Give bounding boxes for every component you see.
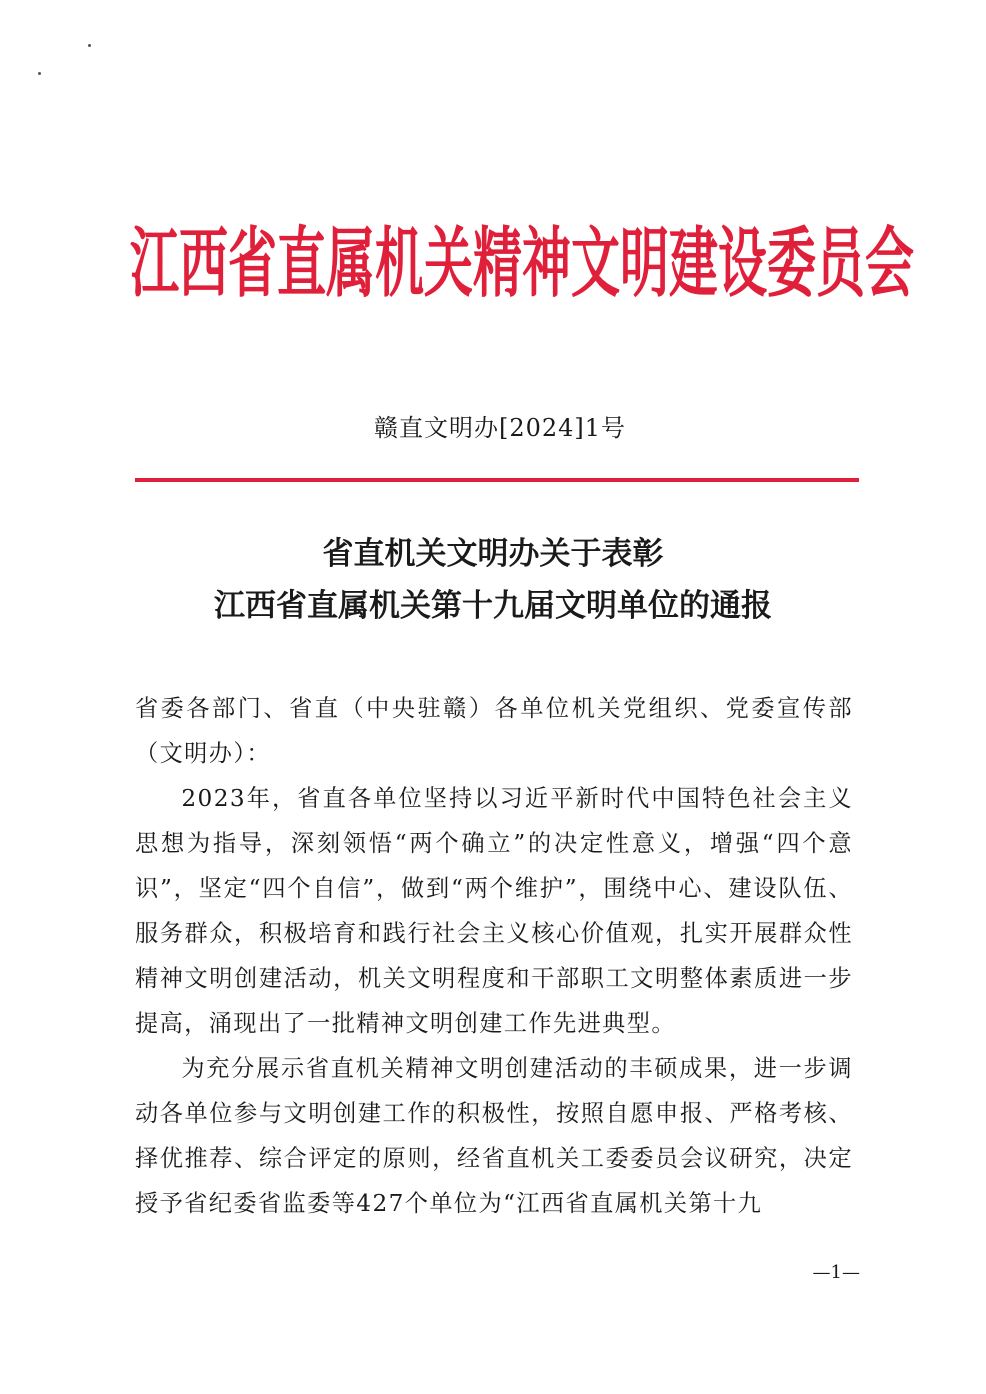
issuing-organization-header: 江西省直属机关精神文明建设委员会 (130, 218, 915, 308)
red-divider-line (135, 478, 859, 482)
body-paragraph: 2023年，省直各单位坚持以习近平新时代中国特色社会主义思想为指导，深刻领悟“两个确立”的决定性意义，增强“四个意识”，坚定“四个自信”，做到“两个维护”，围绕中心、建设队伍、服务群众，积极培育和践行社会主义核心价值观，扎实开展群众性精神文明创建活动，机关文明程度和干部职工文明整体素质进一步提高，涌现出了一批精神文明创建工作先进典型。 (135, 785, 853, 1037)
salutation: 省委各部门、省直（中央驻赣）各单位机关党组织、党委宣传部（文明办）： (135, 695, 853, 767)
document-title-line-2: 江西省直属机关第十九届文明单位的通报 (214, 588, 772, 624)
page-number: —1— (812, 1262, 860, 1283)
document-number: 赣直文明办[2024]1号 (373, 414, 627, 442)
scan-speck (38, 72, 41, 75)
body-paragraph: 为充分展示省直机关精神文明创建活动的丰硕成果，进一步调动各单位参与文明创建工作的积极性，按照自愿申报、严格考核、择优推荐、综合评定的原则，经省直机关工委委员会议研究，决定授予省纪委省监委等427个单位为“江西省直属机关第十九 (135, 1055, 853, 1217)
document-title-line-1: 省直机关文明办关于表彰 (322, 536, 664, 572)
document-body (135, 686, 853, 1226)
scan-speck (88, 44, 91, 47)
document-title (100, 528, 886, 632)
